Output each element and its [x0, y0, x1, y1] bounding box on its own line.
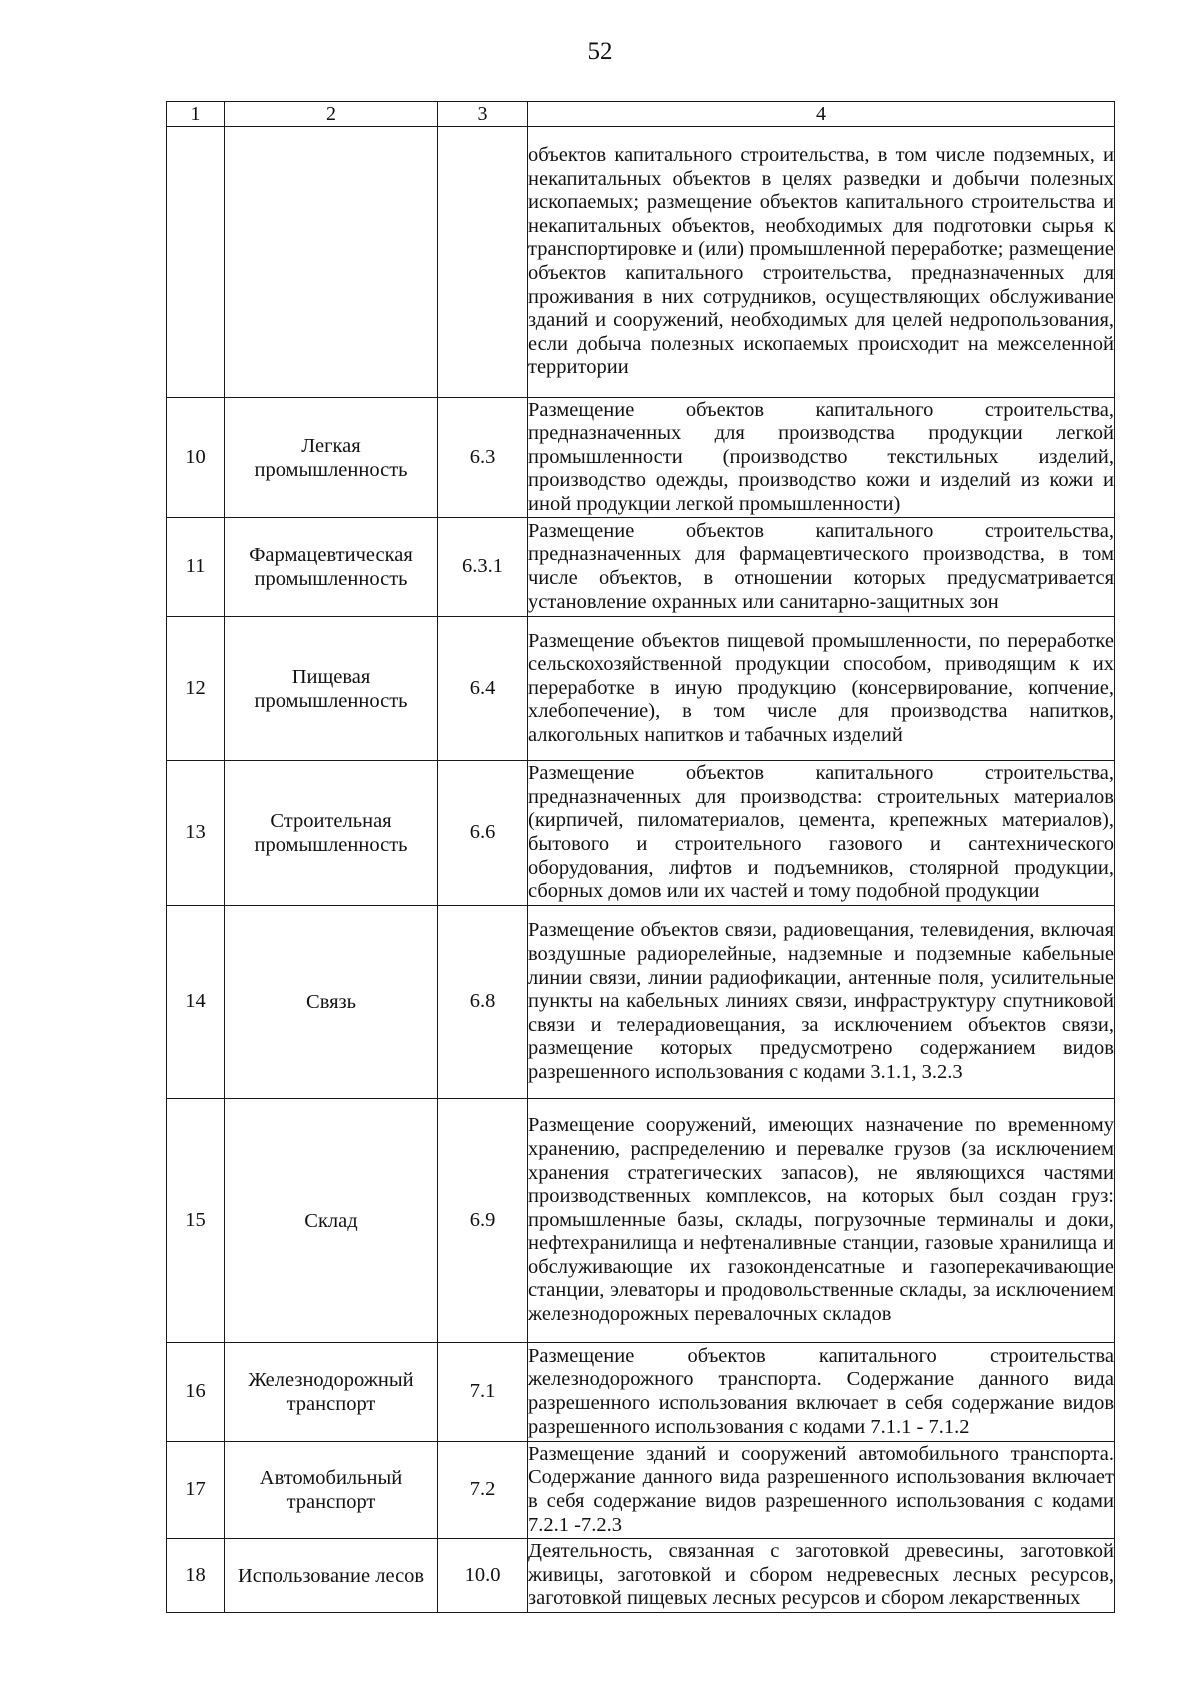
usage-description: Деятельность, связанная с заготовкой древесины, заготовкой живицы, заготовкой и сбором недревесных лесных ресурсов, заготовкой пищевых лесных ресурсов и сбором лекарственных	[528, 1539, 1115, 1613]
row-number: 10	[167, 398, 225, 518]
column-header-1: 1	[167, 102, 225, 127]
row-number	[167, 127, 225, 398]
table-row	[167, 1343, 1115, 1442]
row-number: 12	[167, 617, 225, 761]
column-header-3: 3	[438, 102, 528, 127]
table-body	[167, 127, 1115, 1613]
usage-type-name: Связь	[225, 906, 438, 1099]
usage-code: 7.2	[438, 1442, 528, 1539]
table-header	[167, 102, 1115, 127]
table-row	[167, 1442, 1115, 1539]
usage-type-name: Железнодорожный транспорт	[225, 1343, 438, 1442]
table-row	[167, 906, 1115, 1099]
table-row	[167, 1539, 1115, 1613]
row-number: 14	[167, 906, 225, 1099]
usage-description: Размещение зданий и сооружений автомобильного транспорта. Содержание данного вида разрешенного использования включает в себя содержание видов разрешенного использования с кодами 7.2.1 -7.2.3	[528, 1442, 1115, 1539]
usage-code: 6.9	[438, 1099, 528, 1343]
usage-code: 6.3.1	[438, 518, 528, 617]
usage-code: 6.6	[438, 761, 528, 906]
usage-type-name: Использование лесов	[225, 1539, 438, 1613]
header-row	[167, 102, 1115, 127]
table-row	[167, 398, 1115, 518]
row-number: 16	[167, 1343, 225, 1442]
column-header-4: 4	[528, 102, 1115, 127]
usage-code: 7.1	[438, 1343, 528, 1442]
usage-description: Размещение объектов капитального строительства, предназначенных для производства продукции легкой промышленности (производство текстильных изделий, производство одежды, производство кожи и изделий из кожи и иной продукции легкой промышленности)	[528, 398, 1115, 518]
row-number: 15	[167, 1099, 225, 1343]
usage-type-name: Пищевая промышленность	[225, 617, 438, 761]
table-row	[167, 1099, 1115, 1343]
page-number: 52	[587, 38, 613, 65]
usage-code: 6.3	[438, 398, 528, 518]
table-row	[167, 127, 1115, 398]
row-number: 11	[167, 518, 225, 617]
usage-code: 10.0	[438, 1539, 528, 1613]
usage-type-name: Строительная промышленность	[225, 761, 438, 906]
usage-type-name: Легкая промышленность	[225, 398, 438, 518]
usage-type-name: Автомобильный транспорт	[225, 1442, 438, 1539]
usage-description: Размещение объектов пищевой промышленности, по переработке сельскохозяйственной продукции способом, приводящим к их переработке в иную продукцию (консервирование, копчение, хлебопечение), в том числе для производства напитков, алкогольных напитков и табачных изделий	[528, 617, 1115, 761]
usage-code	[438, 127, 528, 398]
usage-description: объектов капитального строительства, в том числе подземных, и некапитальных объектов в целях разведки и добычи полезных ископаемых; размещение объектов капитального строительства и некапитальных объектов, необходимых для подготовки сырья к транспортировке и (или) промышленной переработке; размещение объектов капитального строительства, предназначенных для проживания в них сотрудников, осуществляющих обслуживание зданий и сооружений, необходимых для целей недропользования, если добыча полезных ископаемых происходит на межселенной территории	[528, 127, 1115, 398]
table-row	[167, 617, 1115, 761]
usage-description: Размещение объектов капитального строительства, предназначенных для производства: строительных материалов (кирпичей, пиломатериалов, цемента, крепежных материалов), бытового и строительного газового и сантехнического оборудования, лифтов и подъемников, столярной продукции, сборных домов или их частей и тому подобной продукции	[528, 761, 1115, 906]
column-header-2: 2	[225, 102, 438, 127]
usage-code: 6.4	[438, 617, 528, 761]
usage-description: Размещение сооружений, имеющих назначение по временному хранению, распределению и перевалке грузов (за исключением хранения стратегических запасов), не являющихся частями производственных комплексов, на которых был создан груз: промышленные базы, склады, погрузочные терминалы и доки, нефтехранилища и нефтеналивные станции, газовые хранилища и обслуживающие их газоконденсатные и газоперекачивающие станции, элеваторы и продовольственные склады, за исключением железнодорожных перевалочных складов	[528, 1099, 1115, 1343]
usage-code: 6.8	[438, 906, 528, 1099]
table-row	[167, 761, 1115, 906]
land-use-table	[166, 101, 1115, 1613]
usage-type-name	[225, 127, 438, 398]
usage-type-name: Склад	[225, 1099, 438, 1343]
usage-description: Размещение объектов связи, радиовещания, телевидения, включая воздушные радиорелейные, надземные и подземные кабельные линии связи, линии радиофикации, антенные поля, усилительные пункты на кабельных линиях связи, инфраструктуру спутниковой связи и телерадиовещания, за исключением объектов связи, размещение которых предусмотрено содержанием видов разрешенного использования с кодами 3.1.1, 3.2.3	[528, 906, 1115, 1099]
table-row	[167, 518, 1115, 617]
row-number: 17	[167, 1442, 225, 1539]
usage-description: Размещение объектов капитального строительства железнодорожного транспорта. Содержание данного вида разрешенного использования включает в себя содержание видов разрешенного использования с кодами 7.1.1 - 7.1.2	[528, 1343, 1115, 1442]
usage-description: Размещение объектов капитального строительства, предназначенных для фармацевтического производства, в том числе объектов, в отношении которых предусматривается установление охранных или санитарно-защитных зон	[528, 518, 1115, 617]
row-number: 18	[167, 1539, 225, 1613]
usage-type-name: Фармацевтическая промышленность	[225, 518, 438, 617]
row-number: 13	[167, 761, 225, 906]
